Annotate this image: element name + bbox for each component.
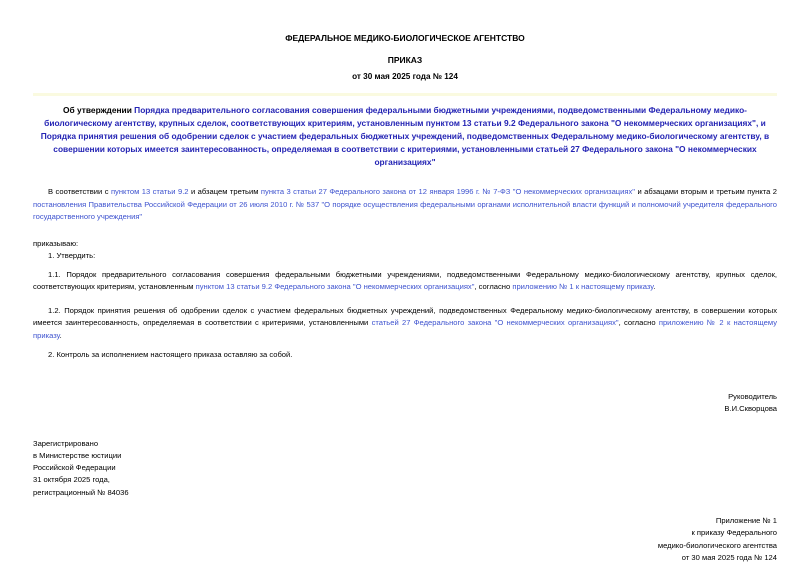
doc-link[interactable]: приложению № 2 к настоящему приказу bbox=[33, 318, 777, 340]
text-segment: В соответствии с bbox=[48, 187, 111, 196]
appendix-line: от 30 мая 2025 года № 124 bbox=[681, 552, 777, 562]
appendix-block bbox=[33, 515, 777, 564]
text-segment: 1.1. Порядок предварительного согласования совершения федеральными бюджетными учреждениями, подведомственными Федеральному медико-биологическому агентству, крупных сделок, соответствующих критериям, установленным bbox=[33, 269, 777, 291]
text-segment: , согласно bbox=[618, 318, 659, 327]
item-1: 1. Утвердить: bbox=[48, 251, 96, 260]
appendix-line: к приказу Федерального bbox=[691, 528, 777, 538]
item-2: 2. Контроль за исполнением настоящего приказа оставляю за собой. bbox=[48, 350, 293, 359]
registration-line: Российской Федерации bbox=[33, 463, 116, 473]
header-date-number: от 30 мая 2025 года № 124 bbox=[352, 72, 458, 81]
doc-link[interactable]: пунктом 13 статьи 9.2 Федерального закона "О некоммерческих организациях" bbox=[195, 282, 475, 291]
doc-link[interactable]: пунктом 13 статьи 9.2 bbox=[110, 187, 189, 196]
text-segment: 1.2. Порядок принятия решения об одобрении сделок с участием федеральных бюджетных учреждений, подведомственных Федеральному медико-биологическому агентству, в совершении которых имеется заинтересованность, определяемая в соответствии с критериями, установленными bbox=[33, 305, 777, 327]
appendix-line: медико-биологического агентства bbox=[657, 540, 777, 550]
signature-position: Руководитель bbox=[728, 391, 777, 401]
doc-link[interactable]: приложению № 1 к настоящему приказу bbox=[512, 282, 654, 291]
registration-line: в Министерстве юстиции bbox=[33, 450, 122, 460]
doc-link[interactable]: пункта 3 статьи 27 Федерального закона от 12 января 1996 г. № 7-ФЗ "О некоммерческих организациях" bbox=[260, 187, 635, 196]
header-agency: ФЕДЕРАЛЬНОЕ МЕДИКО-БИОЛОГИЧЕСКОЕ АГЕНТСТВО bbox=[285, 33, 525, 43]
registration-line: регистрационный № 84036 bbox=[33, 487, 129, 497]
item-1-2-paragraph bbox=[33, 305, 777, 343]
registration-block bbox=[33, 438, 777, 499]
appendix-line: Приложение № 1 bbox=[715, 515, 777, 525]
preamble-paragraph bbox=[33, 186, 777, 224]
doc-link[interactable]: статьей 27 Федерального закона "О некоммерческих организациях" bbox=[371, 318, 619, 327]
signature-block bbox=[33, 391, 777, 415]
text-segment: и абзацем третьим bbox=[188, 187, 261, 196]
text-segment: . bbox=[59, 330, 62, 340]
registration-line: Зарегистрировано bbox=[33, 438, 99, 448]
highlight-marker bbox=[33, 93, 777, 96]
text-segment: и абзацами вторым и третьим пункта 2 bbox=[635, 187, 778, 196]
document-title bbox=[33, 104, 777, 169]
doc-link[interactable]: постановления Правительства Российской Федерации от 26 июля 2010 г. № 537 "О порядке осуществления федеральными органами исполнительной власти функций и полномочий учредителя федерального государственного учреждения" bbox=[33, 199, 777, 221]
text-segment: , согласно bbox=[474, 282, 513, 291]
header-doc-type: ПРИКАЗ bbox=[387, 55, 423, 65]
item-1-1-paragraph bbox=[33, 269, 777, 294]
text-segment: . bbox=[653, 282, 656, 291]
registration-line: 31 октября 2025 года, bbox=[33, 475, 110, 485]
text-segment: Порядка предварительного согласования совершения федеральными бюджетными учреждениями, подведомственными Федеральному медико-биологическому агентству, крупных сделок, соответствующих критериям, установленным пунктом 13 статьи 9.2 Федерального закона "О некоммерческих организациях", и Порядка принятия решения об одобрении сделок с участием федеральных бюджетных учреждений, подведомственных Федеральному медико-биологическому агентству, в совершении которых имеется заинтересованность, определяемая в соответствии с критериями, установленными статьей 27 Федерального закона "О некоммерческих организациях" bbox=[40, 105, 770, 167]
prikaz-word: приказываю: bbox=[33, 238, 79, 248]
text-segment: Об утверждении bbox=[63, 105, 135, 115]
signature-name: В.И.Скворцова bbox=[724, 403, 777, 413]
